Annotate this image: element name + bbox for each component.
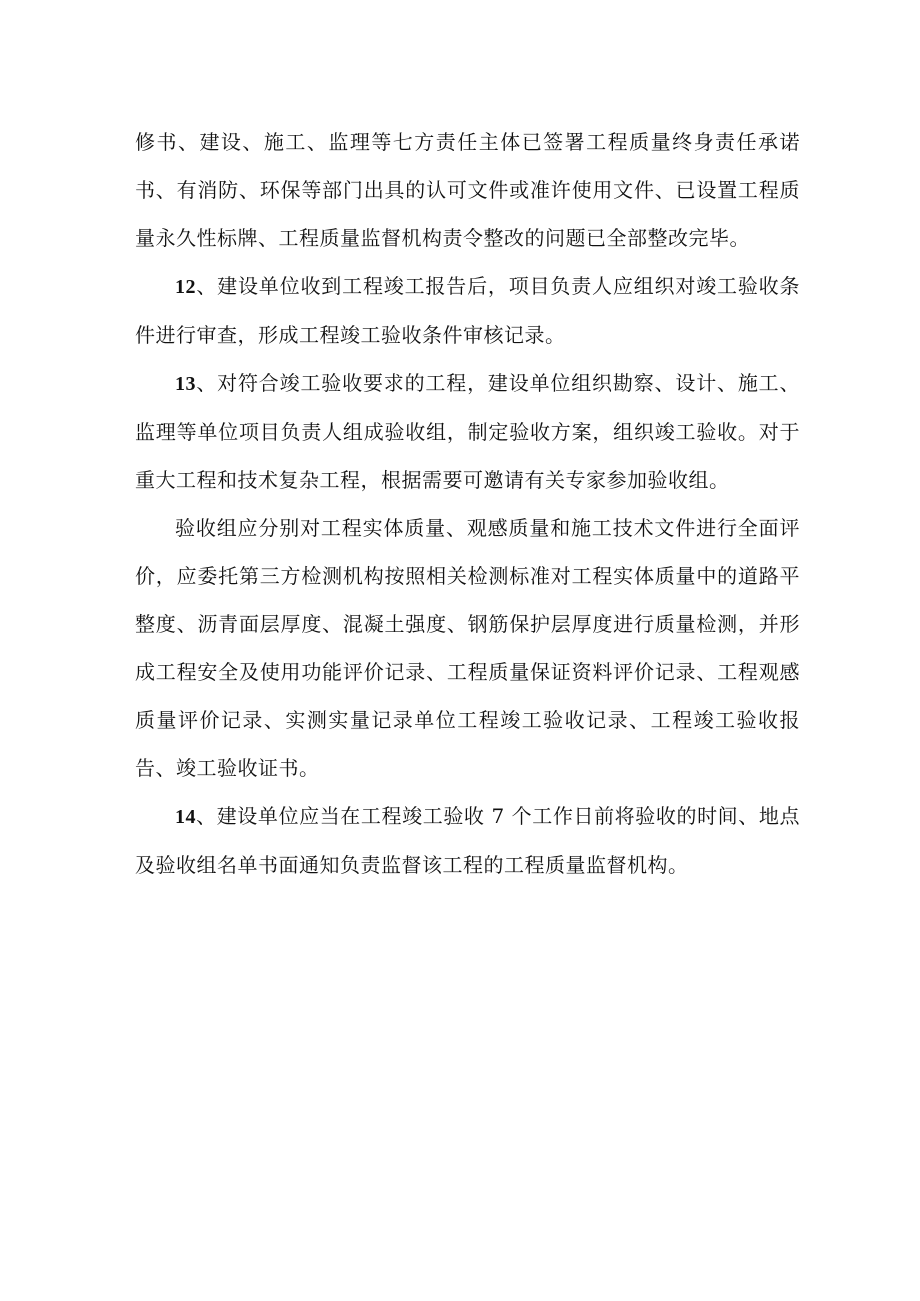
document-body xyxy=(135,118,800,889)
paragraph-text: 、建设单位收到工程竣工报告后，项目负责人应组织对竣工验收条件进行审查，形成工程竣工验收条件审核记录。 xyxy=(135,274,800,347)
paragraph-item-12 xyxy=(135,262,800,359)
paragraph-continuation xyxy=(135,118,800,262)
paragraph-acceptance-group xyxy=(135,504,800,792)
paragraph-item-14 xyxy=(135,792,800,889)
paragraph-text: 、对符合竣工验收要求的工程，建设单位组织勘察、设计、施工、监理等单位项目负责人组成验收组，制定验收方案，组织竣工验收。对于重大工程和技术复杂工程，根据需要可邀请有关专家参加验收组。 xyxy=(135,371,800,492)
item-number: 12 xyxy=(175,276,196,298)
paragraph-text: 验收组应分别对工程实体质量、观感质量和施工技术文件进行全面评价，应委托第三方检测机构按照相关检测标准对工程实体质量中的道路平整度、沥青面层厚度、混凝土强度、钢筋保护层厚度进行质量检测，并形成工程安全及使用功能评价记录、工程质量保证资料评价记录、工程观感质量评价记录、实测实量记录单位工程竣工验收记录、工程竣工验收报告、竣工验收证书。 xyxy=(135,516,800,780)
item-number: 13 xyxy=(175,373,196,395)
paragraph-text: 修书、建设、施工、监理等七方责任主体已签署工程质量终身责任承诺书、有消防、环保等部门出具的认可文件或准许使用文件、已设置工程质量永久性标牌、工程质量监督机构责令整改的问题已全部整改完毕。 xyxy=(135,130,800,250)
paragraph-text: 、建设单位应当在工程竣工验收 7 个工作日前将验收的时间、地点及验收组名单书面通知负责监督该工程的工程质量监督机构。 xyxy=(135,804,800,877)
paragraph-item-13 xyxy=(135,359,800,504)
item-number: 14 xyxy=(175,806,196,828)
